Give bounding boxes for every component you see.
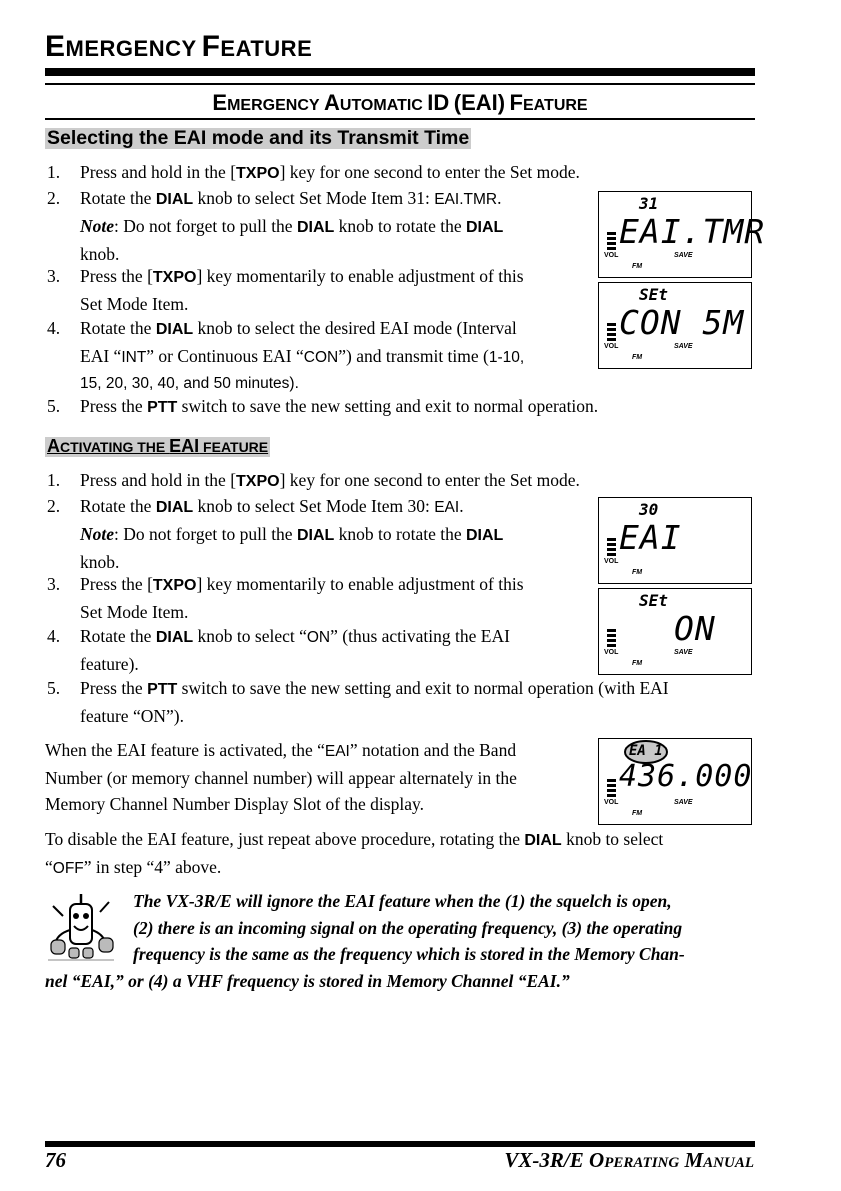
- paragraph-eai-activated: When the EAI feature is activated, the “EAI” notation and the Band Number (or memory channel number) will appear alternately in the Memory Channel Number Display Slot of the display.: [45, 740, 517, 814]
- header-rule-thin: [45, 83, 755, 85]
- note-paragraph: The VX-3R/E will ignore the EAI feature when the (1) the squelch is open, (2) there is an incoming signal on the operating frequency, (3) the operating frequency is the same as the frequency which is stored in the Memory Chan- nel “EAI,” or (4) a VHF frequency is stored in Memory Channel “EAI.”: [45, 891, 685, 991]
- page-number: 76: [45, 1148, 66, 1172]
- page-title: EMERGENCY FEATURE: [45, 30, 313, 63]
- section-title: EMERGENCY AUTOMATIC ID (EAI) FEATURE: [212, 90, 588, 115]
- paragraph-disable-eai: To disable the EAI feature, just repeat above procedure, rotating the DIAL knob to select “OFF” in step “4” above.: [45, 829, 664, 877]
- footer-rule: [45, 1141, 755, 1147]
- lcd-display-set-con: SEt CON 5M VOL SAVE FM: [598, 282, 752, 369]
- section-rule: [45, 118, 755, 120]
- manual-title: VX-3R/E OPERATING MANUAL: [504, 1148, 754, 1172]
- subheading-activating: ACTIVATING THE EAI FEATURE: [47, 436, 269, 456]
- subheading-selecting-mode: Selecting the EAI mode and its Transmit Time: [47, 127, 470, 149]
- header-rule-thick: [45, 68, 755, 76]
- lcd-display-30: 30 EAI VOL FM: [598, 497, 752, 584]
- lcd-display-31: 31 EAI.TMR VOL SAVE FM: [598, 191, 752, 278]
- lcd-display-frequency: EA 1 436.000 VOL SAVE FM: [598, 738, 752, 825]
- lcd-display-set-on: SEt ON VOL SAVE FM: [598, 588, 752, 675]
